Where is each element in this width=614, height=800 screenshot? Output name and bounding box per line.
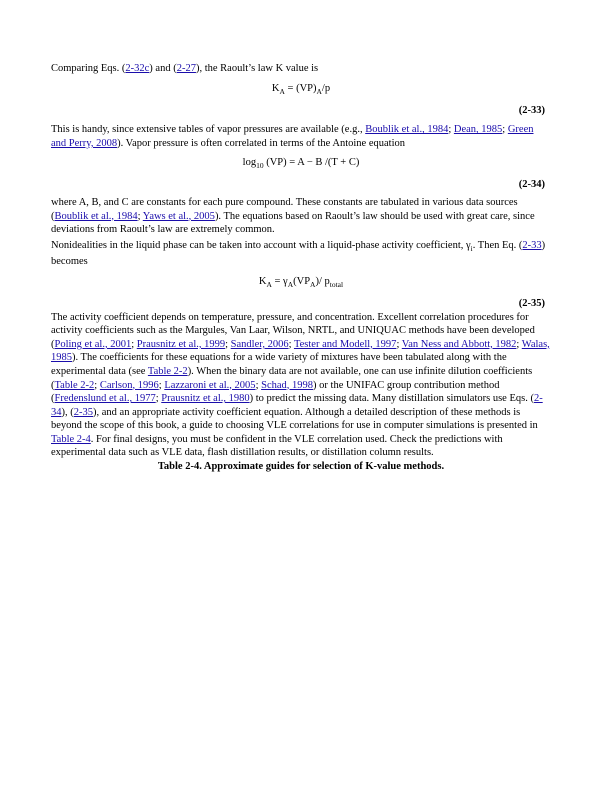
- link-van-ness-abbott-1982[interactable]: Van Ness and Abbott, 1982: [401, 338, 517, 350]
- paragraph-nonidealities: [51, 239, 551, 269]
- text: ). Vapor pressure is often correlated in terms of the Antoine equation: [117, 137, 405, 149]
- text: ;: [255, 379, 262, 391]
- link-poling-2001[interactable]: Poling et al., 2001: [54, 338, 132, 350]
- equation-2-35: [51, 275, 551, 289]
- eq-text: = γ: [271, 275, 288, 287]
- text: where A, B, and C are constants for each pure compound. These constants are tabulated in various data sources (: [51, 196, 518, 222]
- eq-symbol: K: [271, 82, 280, 94]
- text: ). The equations based on Raoult’s law should be used with great care, since deviations from Raoult’s law are extremely common.: [51, 210, 535, 236]
- link-tester-modell-1997[interactable]: Tester and Modell, 1997: [293, 338, 397, 350]
- equation-number-2-35: (2-35): [518, 297, 545, 309]
- equation-2-34: [51, 156, 551, 170]
- link-dean-1985[interactable]: Dean, 1985: [453, 124, 503, 136]
- link-table-2-2[interactable]: Table 2-2: [54, 379, 95, 391]
- link-boublik-1984[interactable]: Boublik et al., 1984: [54, 210, 138, 222]
- document-page: [51, 62, 551, 474]
- equation-number-2-33: (2-33): [518, 104, 545, 116]
- eq-subscript: A: [310, 279, 316, 289]
- text: ;: [158, 379, 165, 391]
- eq-subscript: total: [329, 279, 344, 289]
- paragraph-activity-coefficient: [51, 311, 551, 461]
- paragraph-vapor-pressure: [51, 123, 551, 150]
- eq-subscript: A: [266, 279, 272, 289]
- paragraph-raoult-intro: [51, 62, 551, 76]
- link-green-perry-2008[interactable]: Green and Perry, 2008: [51, 124, 534, 149]
- link-eq-2-33[interactable]: 2-33: [522, 239, 542, 251]
- eq-subscript: 10: [256, 161, 264, 171]
- link-yaws-2005[interactable]: Yaws et al., 2005: [142, 210, 215, 222]
- link-boublik-1984[interactable]: Boublik et al., 1984: [365, 124, 449, 136]
- equation-2-33: [51, 82, 551, 96]
- link-eq-2-27[interactable]: 2-27: [176, 63, 196, 74]
- eq-symbol: K: [258, 275, 267, 287]
- text: ;: [448, 124, 454, 136]
- link-prausnitz-1980[interactable]: Prausnitz et al., 1980: [161, 393, 250, 405]
- eq-text: (VP: [293, 275, 311, 287]
- text: ). The coefficients for these equations for a wide variety of mixtures have been tabulated along with the experimental data (see: [51, 352, 507, 377]
- text: ;: [155, 393, 162, 405]
- link-eq-2-32c[interactable]: 2-32c: [125, 63, 150, 74]
- eq-subscript: A: [279, 86, 285, 96]
- eq-subscript: A: [287, 279, 294, 289]
- text: . For final designs, you must be confident in the VLE correlation used. Check the predictions with experimental data such as VLE data, flash distillation results, or distillation column results.: [51, 433, 503, 459]
- text: ;: [131, 338, 137, 350]
- paragraph-antoine-constants: [51, 196, 551, 237]
- link-eq-2-35[interactable]: 2-35: [73, 406, 93, 418]
- text: ), (: [61, 406, 74, 418]
- text: Comparing Eqs. (: [51, 63, 126, 74]
- link-lazzaroni-2005[interactable]: Lazzaroni et al., 2005: [164, 379, 256, 391]
- text: ) becomes: [51, 239, 546, 268]
- text: ;: [502, 124, 508, 136]
- text: ;: [137, 210, 143, 222]
- text: ). When the binary data are not available, one can use infinite dilution coefficients (: [51, 365, 533, 391]
- text: ) and (: [149, 63, 177, 74]
- link-walas-1985[interactable]: Walas, 1985: [51, 338, 550, 364]
- link-fredenslund-1977[interactable]: Fredenslund et al., 1977: [54, 393, 156, 405]
- link-prausnitz-1999[interactable]: Prausnitz et al., 1999: [136, 338, 226, 350]
- text: ) to predict the missing data. Many distillation simulators use Eqs. (: [249, 393, 534, 405]
- text: Nonidealities in the liquid phase can be taken into account with a liquid-phase activity coefficient, γ: [51, 239, 471, 251]
- eq-text: = (VP): [284, 82, 317, 94]
- text: ;: [516, 338, 522, 350]
- link-table-2-2[interactable]: Table 2-2: [147, 365, 188, 377]
- text: The activity coefficient depends on temperature, pressure, and concentration. Excellent correlation procedures for activity coefficients such as the Margules, Van Laar, Wilson, NRTL, and UNIQUAC methods have been developed (: [51, 311, 535, 350]
- link-eq-2-34[interactable]: 2-34: [51, 393, 543, 418]
- eq-text: (VP) = A − B /(T + C): [263, 157, 360, 169]
- text: ) or the UNIFAC group contribution method (: [51, 379, 500, 405]
- link-carlson-1996[interactable]: Carlson, 1996: [99, 379, 159, 391]
- link-sandler-2006[interactable]: Sandler, 2006: [230, 338, 289, 350]
- text: ;: [225, 338, 231, 350]
- text: ;: [94, 379, 100, 391]
- link-table-2-4[interactable]: Table 2-4: [51, 433, 91, 445]
- text: . Then Eq. (: [472, 239, 523, 251]
- eq-text: )/ p: [315, 275, 330, 287]
- text: ), and an appropriate activity coefficient equation. Although a detailed description of these methods is beyond the scope of this book, a guide to choosing VLE correlations for use in computer simulations is presented in: [51, 406, 538, 432]
- table-caption: Table 2-4. Approximate guides for selection of K-value methods.: [157, 461, 445, 473]
- subscript: i: [470, 243, 473, 253]
- eq-text: log: [242, 157, 257, 169]
- text: ;: [288, 338, 294, 350]
- text: ), the Raoult’s law K value is: [195, 63, 319, 74]
- equation-number-2-34: (2-34): [518, 179, 545, 191]
- eq-subscript: A: [316, 86, 322, 96]
- eq-text: /p: [321, 82, 331, 94]
- text: This is handy, since extensive tables of vapor pressures are available (e.g.,: [51, 124, 366, 136]
- link-schad-1998[interactable]: Schad, 1998: [261, 379, 314, 391]
- text: ;: [396, 338, 402, 350]
